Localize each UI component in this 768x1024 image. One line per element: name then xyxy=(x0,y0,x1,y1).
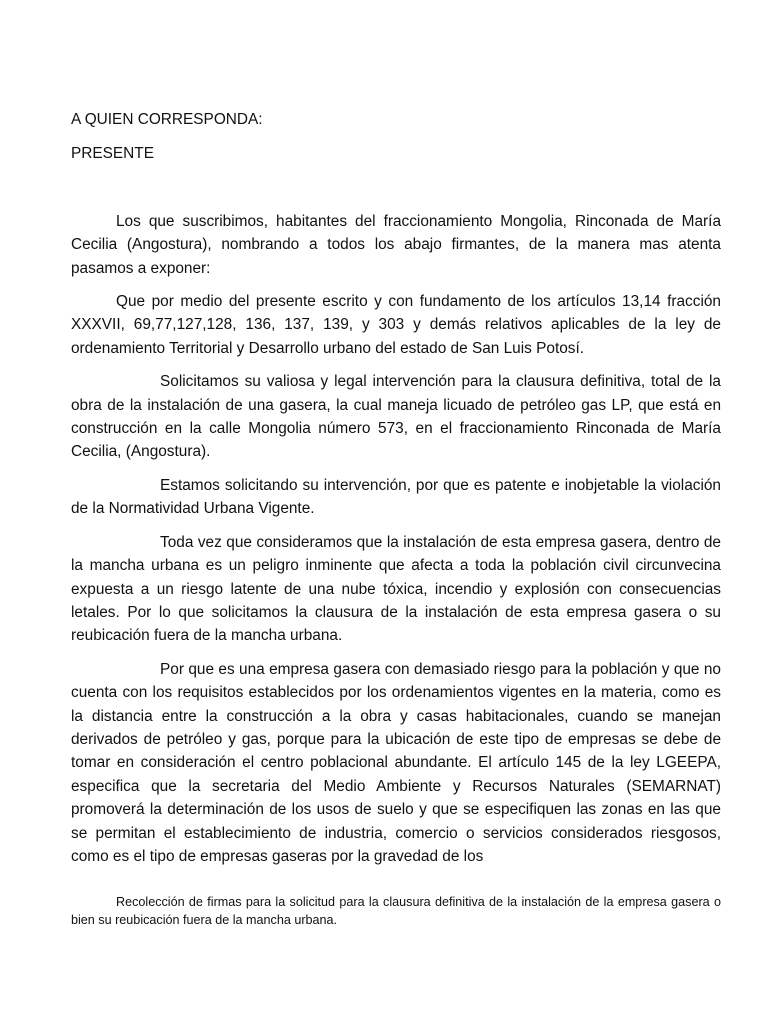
presente-line: PRESENTE xyxy=(71,145,154,163)
paragraph-requirements: Por que es una empresa gasera con demasiado riesgo para la población y que no cuenta con los requisitos establecidos por los ordenamientos vigentes en la materia, como es la distancia entre la construcción a la obra y casas habitacionales, cuando se manejan derivados de petróleo y gas, porque para la ubicación de este tipo de empresas se debe de tomar en consideración el centro poblacional abundante. El artículo 145 de la ley LGEEPA, especifica que la secretaria del Medio Ambiente y Recursos Naturales (SEMARNAT) promoverá la determinación de los usos de suelo y que se especifiquen las zonas en las que se permitan el establecimiento de industria, comercio o servicios considerados riesgosos, como es el tipo de empresas gaseras por la gravedad de los xyxy=(71,660,721,865)
paragraph-request: Solicitamos su valiosa y legal intervención para la clausura definitiva, total de la obra de la instalación de una gasera, la cual maneja licuado de petróleo gas LP, que está en construcción en la calle Mongolia número 573, en el fraccionamiento Rinconada de María Cecilia, (Angostura). xyxy=(71,373,721,461)
letter-body xyxy=(71,108,721,878)
salutation: A QUIEN CORRESPONDA: xyxy=(71,111,263,128)
paragraph-exposition: Los que suscribimos, habitantes del fraccionamiento Mongolia, Rinconada de María Cecilia (Angostura), nombrando a todos los abajo firmantes, de la manera mas atenta pasamos a exponer: xyxy=(71,212,721,277)
page-footer-note: Recolección de firmas para la solicitud para la clausura definitiva de la instalación de la empresa gasera o bien su reubicación fuera de la mancha urbana. xyxy=(71,895,721,927)
paragraph-violation: Estamos solicitando su intervención, por que es patente e inobjetable la violación de la Normatividad Urbana Vigente. xyxy=(71,476,721,518)
paragraph-legal-basis: Que por medio del presente escrito y con fundamento de los artículos 13,14 fracción XXXVII, 69,77,127,128, 136, 137, 139, y 303 y demás relativos aplicables de la ley de ordenamiento Territorial y Desarrollo urbano del estado de San Luis Potosí. xyxy=(71,293,721,357)
paragraph-risk: Toda vez que consideramos que la instalación de esta empresa gasera, dentro de la mancha urbana es un peligro inminente que afecta a toda la población civil circunvecina expuesta a un riesgo latente de una nube tóxica, incendio y explosión con consecuencias letales. Por lo que solicitamos la clausura de la instalación de esta empresa gasera o su reubicación fuera de la mancha urbana. xyxy=(71,533,721,645)
